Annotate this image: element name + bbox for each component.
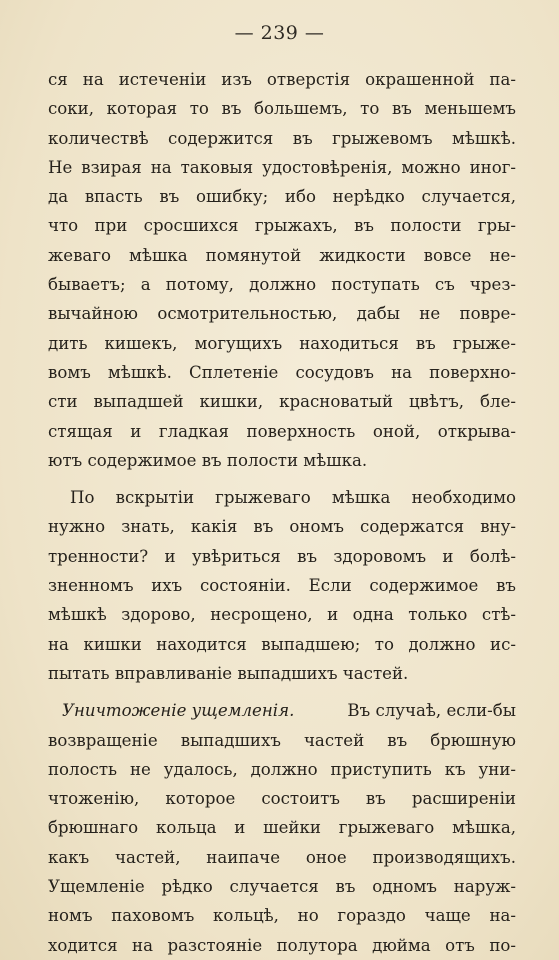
text-line: соки, которая то въ большемъ, то въ меньшемъ (48, 99, 516, 119)
text-line: ся на истеченіи изъ отверстія окрашенной па- (48, 70, 516, 89)
text-line: что при сросшихся грыжахъ, въ полости гры- (48, 216, 516, 236)
text-line: тренности? и увѣриться въ здоровомъ и болѣ- (48, 546, 516, 566)
text-line: вычайною осмотрительностью, дабы не повре- (48, 304, 516, 324)
text-line: чтоженію, которое состоитъ въ расширеніи (48, 789, 516, 809)
text-line: количествѣ содержится въ грыжевомъ мѣшкѣ. (48, 128, 516, 148)
text-line: Не взирая на таковыя удостовѣренія, можно иног- (48, 157, 516, 177)
text-line: ходится на разстояніе полутора дюйма отъ по- (48, 935, 516, 955)
text-line: вомъ мѣшкѣ. Сплетеніе сосудовъ на поверхно- (48, 362, 516, 382)
text-line: какъ частей, наипаче оное производящихъ. (48, 847, 516, 867)
section-heading: Уничтоженіе ущемленія. (62, 701, 295, 721)
page-number: — 239 — (234, 22, 325, 44)
text-line: полость не удалось, должно приступить къ уни- (48, 759, 516, 779)
text-line: сти выпадшей кишки, красноватый цвѣтъ, бле- (48, 392, 516, 412)
text-line: ютъ содержимое въ полости мѣшка. (48, 450, 368, 470)
body-text (48, 65, 516, 960)
text-line: жеваго мѣшка помянутой жидкости вовсе не- (48, 245, 516, 265)
text-line: дить кишекъ, могущихъ находиться въ грыже- (48, 333, 516, 353)
text-line: нужно знать, какія въ ономъ содержатся вну- (48, 517, 516, 537)
paragraph-1 (48, 65, 516, 475)
paragraph-3 (48, 696, 516, 960)
text-line: пытать вправливаніе выпадшихъ частей. (48, 663, 409, 683)
text-line: номъ паховомъ кольцѣ, но гораздо чаще на- (48, 906, 516, 926)
text-line: да впасть въ ошибку; ибо нерѣдко случается, (48, 187, 516, 207)
text-fragment: Въ случаѣ, если-бы (347, 701, 516, 721)
text-line: мѣшкѣ здорово, несрощено, и одна только стѣ- (48, 605, 516, 625)
paragraph-2 (48, 483, 516, 688)
text-line: на кишки находится выпадшею; то должно ис- (48, 634, 516, 654)
text-line: стящая и гладкая поверхность оной, открыва- (48, 421, 516, 441)
text-line: зненномъ ихъ состояніи. Если содержимое въ (48, 576, 516, 596)
text-line: По вскрытіи грыжеваго мѣшка необходимо (70, 488, 516, 508)
text-line: Ущемленіе рѣдко случается въ одномъ наруж- (48, 877, 516, 897)
text-line: брюшнаго кольца и шейки грыжеваго мѣшка, (48, 818, 516, 838)
text-line: возвращеніе выпадшихъ частей въ брюшную (48, 730, 516, 750)
text-line (48, 696, 516, 725)
text-line: бываетъ; а потому, должно поступать съ чрез- (48, 275, 516, 295)
